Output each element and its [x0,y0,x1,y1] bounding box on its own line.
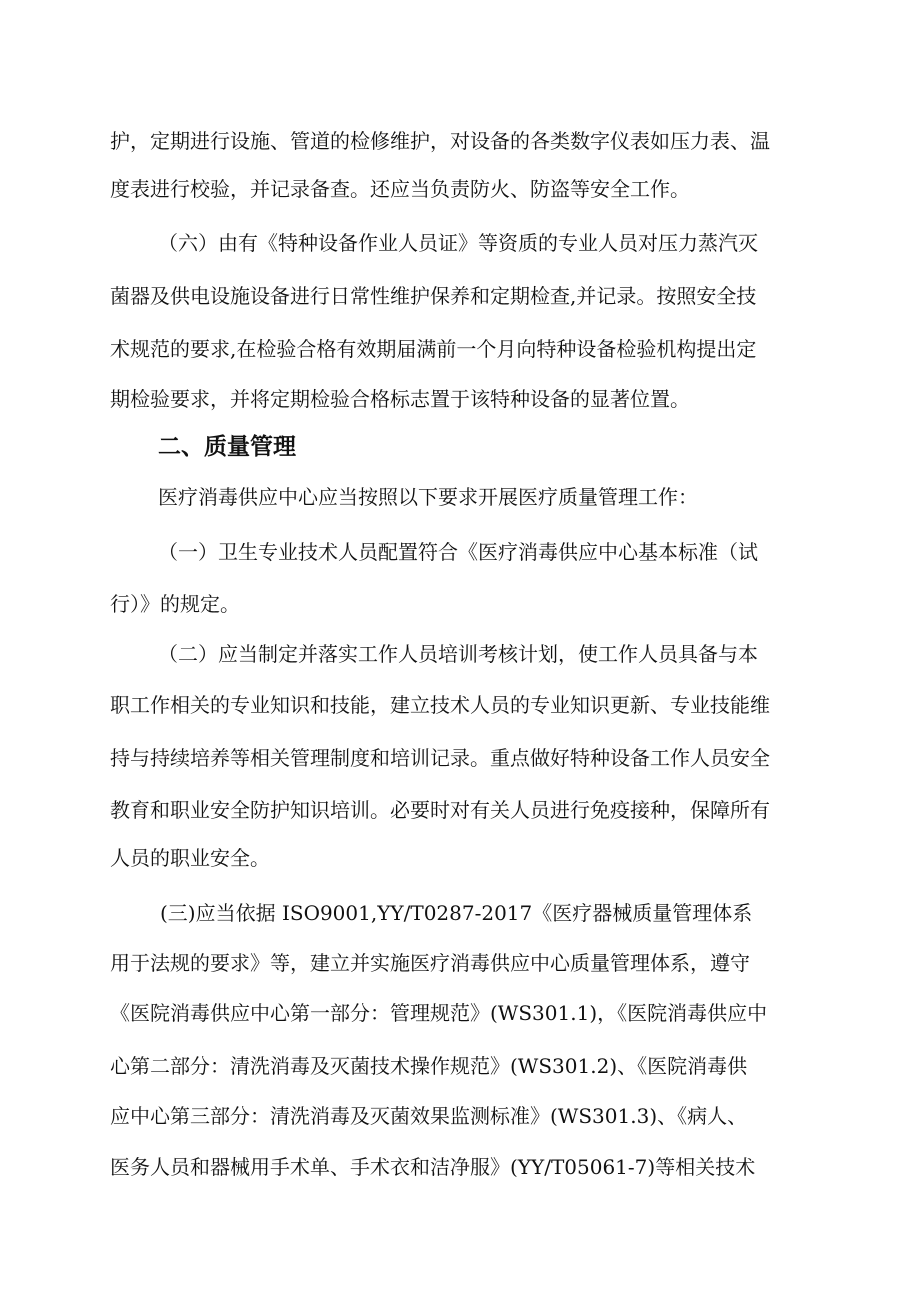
paragraph-2-line-3: 术规范的要求,在检验合格有效期届满前一个月向特种设备检验机构提出定 [110,337,757,361]
paragraph-4-line-2: 行）》的规定。 [110,592,240,616]
paragraph-5-line-2: 职工作相关的专业知识和技能，建立技术人员的专业知识更新、专业技能维 [110,693,770,717]
paragraph-3-line-1: 医疗消毒供应中心应当按照以下要求开展医疗质量管理工作： [158,485,698,509]
paragraph-1-line-1: 护，定期进行设施、管道的检修维护，对设备的各类数字仪表如压力表、温 [110,129,770,153]
paragraph-2-line-4: 期检验要求，并将定期检验合格标志置于该特种设备的显著位置。 [110,387,690,411]
paragraph-6-line-2: 用于法规的要求》等，建立并实施医疗消毒供应中心质量管理体系，遵守 [110,951,750,975]
paragraph-4-line-1: （一）卫生专业技术人员配置符合《医疗消毒供应中心基本标准（试 [158,540,758,564]
paragraph-6-line-1: (三)应当依据 ISO9001,YY/T0287-2017《医疗器械质量管理体系 [160,901,753,925]
paragraph-6-line-5: 应中心第三部分：清洗消毒及灭菌效果监测标准》(WS301.3)、《病人、 [110,1104,748,1128]
paragraph-1-line-2: 度表进行校验，并记录备查。还应当负责防火、防盗等安全工作。 [110,177,690,201]
paragraph-6-line-4: 心第二部分：清洗消毒及灭菌技术操作规范》(WS301.2)、《医院消毒供 [110,1054,748,1078]
paragraph-2-line-1: （六）由有《特种设备作业人员证》等资质的专业人员对压力蒸汽灭 [158,231,758,255]
paragraph-5-line-4: 教育和职业安全防护知识培训。必要时对有关人员进行免疫接种，保障所有 [110,798,770,822]
paragraph-2-line-2: 菌器及供电设施设备进行日常性维护保养和定期检查,并记录。按照安全技 [110,284,757,308]
section-heading: 二、质量管理 [158,434,296,460]
paragraph-5-line-5: 人员的职业安全。 [110,846,270,870]
paragraph-5-line-3: 持与持续培养等相关管理制度和培训记录。重点做好特种设备工作人员安全 [110,746,770,770]
paragraph-5-line-1: （二）应当制定并落实工作人员培训考核计划，使工作人员具备与本 [158,642,758,666]
paragraph-6-line-3: 《医院消毒供应中心第一部分：管理规范》(WS301.1)，《医院消毒供应中 [110,1001,768,1025]
paragraph-6-line-6: 医务人员和器械用手术单、手术衣和洁净服》(YY/T05061-7)等相关技术 [110,1155,756,1179]
